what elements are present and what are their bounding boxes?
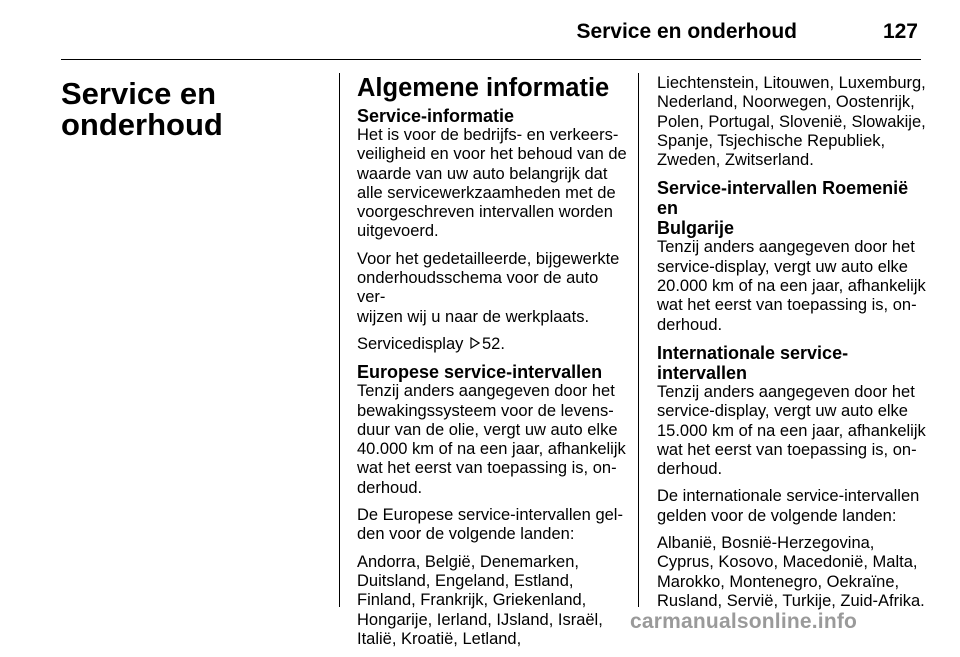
text-column-right (657, 74, 927, 619)
column-divider-right (638, 73, 639, 607)
country-list: Andorra, België, Denemarken, Duitsland, Engeland, Estland, Finland, Frankrijk, Griekenland, Hongarije, Ierland, IJsland, Israël, Italië, Kroatië, Letland, (357, 552, 603, 648)
subheading-international-intervals: Internationale service-intervallen (657, 342, 849, 383)
paragraph: Het is voor de bedrijfs- en verkeers- veiligheid en voor het behoud van de waarde van uw auto belangrijk dat alle servicewerkzaamheden met de voorgeschreven intervallen worden uitgevoerd. (357, 126, 627, 241)
text-column-middle (357, 74, 627, 657)
reference-text: Servicedisplay (357, 334, 464, 353)
subheading-romania-bulgaria: Service-intervallen Roemenië en Bulgarije (657, 178, 909, 239)
paragraph: Tenzij anders aangegeven door het service-display, vergt uw auto elke 15.000 km of na een jaar, afhankelijk wat het eerst van toepassing is, on- derhoud. (657, 382, 926, 479)
service-display-reference (357, 335, 627, 354)
chapter-title: Service en onderhoud (61, 76, 223, 142)
paragraph: Tenzij anders aangegeven door het bewakingssysteem voor de levens- duur van de olie, vergt uw auto elke 40.000 km of na een jaar, afhankelijk wat het eerst van toepassing is, on- derhoud. (357, 382, 626, 497)
paragraph: De Europese service-intervallen gel- den voor de volgende landen: (357, 506, 623, 544)
paragraph: Tenzij anders aangegeven door het service-display, vergt uw auto elke 20.000 km of na een jaar, afhankelijk wat het eerst van toepassing is, on- derhoud. (657, 238, 926, 334)
paragraph: De internationale service-intervallen gelden voor de volgende landen: (657, 487, 920, 525)
header-rule (61, 59, 921, 60)
country-list: Albanië, Bosnië-Herzegovina, Cyprus, Kosovo, Macedonië, Malta, Marokko, Montenegro, Oekraïne, Rusland, Servië, Turkije, Zuid-Afrika. (657, 534, 925, 610)
reference-page: 52. (481, 334, 505, 353)
country-list-continued: Liechtenstein, Litouwen, Luxemburg, Nederland, Noorwegen, Oostenrijk, Polen, Portugal, Slovenië, Slowakije, Spanje, Tsjechische Republiek, Zweden, Zwitserland. (657, 74, 926, 170)
subheading-european-intervals: Europese service-intervallen (357, 362, 603, 383)
page-reference-arrow-icon (470, 335, 480, 354)
running-header-title: Service en onderhoud (576, 20, 797, 43)
subheading-service-info: Service-informatie (357, 106, 515, 126)
watermark: carmanualsonline.info (630, 610, 858, 633)
column-divider-left (339, 73, 340, 607)
paragraph: Voor het gedetailleerde, bijgewerkte onderhoudsschema voor de auto ver- wijzen wij u naar de werkplaats. (357, 249, 620, 326)
section-heading-general-info: Algemene informatie (357, 74, 610, 102)
page-number: 127 (882, 20, 918, 43)
